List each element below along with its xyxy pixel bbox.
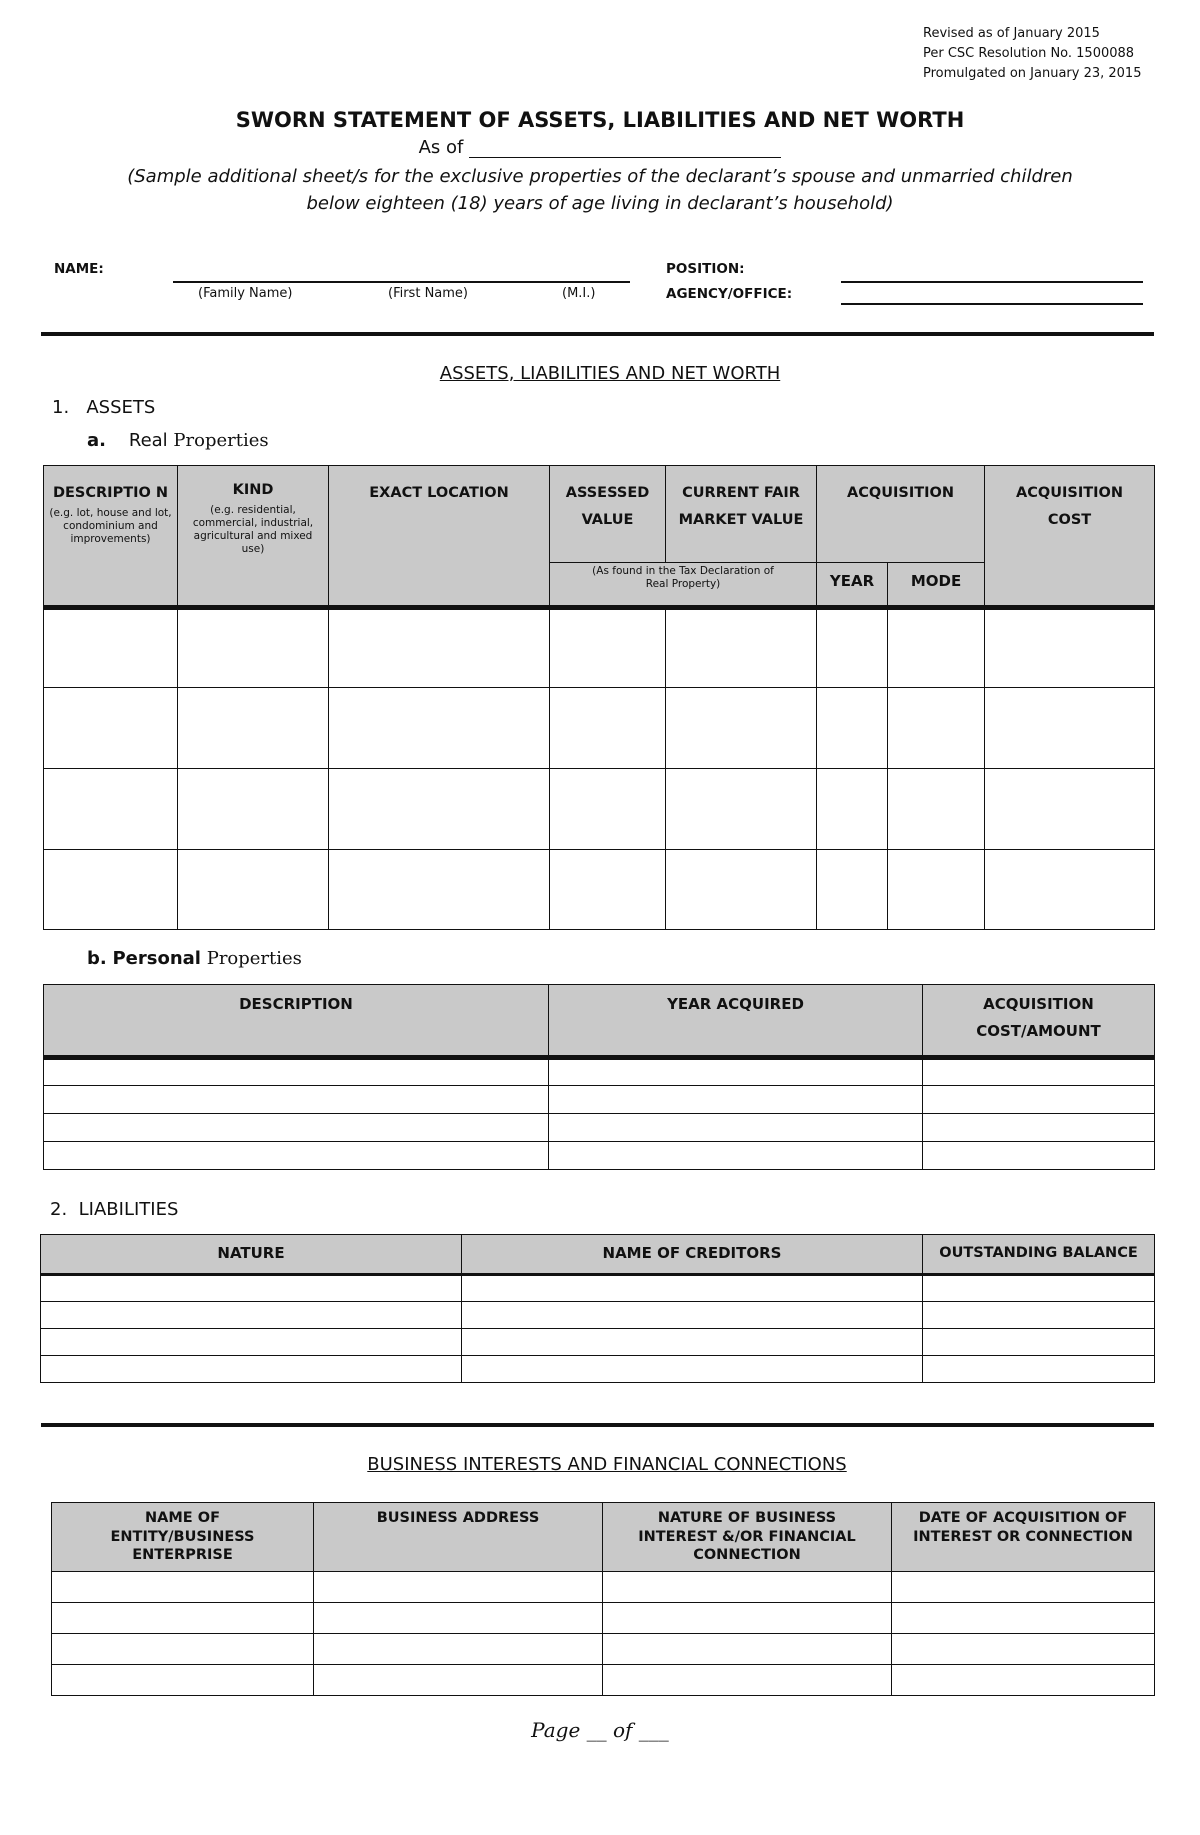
mi-caption: (M.I.) bbox=[562, 286, 596, 301]
name-field[interactable] bbox=[173, 281, 630, 283]
as-of-row bbox=[0, 137, 1200, 158]
cell[interactable] bbox=[44, 850, 178, 930]
family-name-caption: (Family Name) bbox=[198, 286, 293, 301]
cell[interactable] bbox=[52, 1634, 314, 1665]
cell[interactable] bbox=[666, 850, 817, 930]
cell[interactable] bbox=[178, 608, 329, 688]
cell[interactable] bbox=[329, 769, 550, 850]
cell[interactable] bbox=[603, 1572, 892, 1603]
cell[interactable] bbox=[817, 608, 888, 688]
cell[interactable] bbox=[923, 1058, 1155, 1086]
revision-note bbox=[923, 24, 1141, 84]
col-acquisition-cost-amount: ACQUISITION COST/AMOUNT bbox=[923, 985, 1155, 1058]
cell[interactable] bbox=[314, 1603, 603, 1634]
cell[interactable] bbox=[817, 688, 888, 769]
cell[interactable] bbox=[550, 850, 666, 930]
table-row bbox=[41, 1356, 1155, 1383]
col-kind-sub: (e.g. residential, commercial, industrial, agricultural and mixed use) bbox=[192, 504, 314, 555]
cell[interactable] bbox=[923, 1302, 1155, 1329]
cell[interactable] bbox=[603, 1665, 892, 1696]
alnw-heading: ASSETS, LIABILITIES AND NET WORTH bbox=[439, 363, 781, 384]
col-acquisition-cost: ACQUISITION COST bbox=[985, 466, 1155, 608]
cell[interactable] bbox=[549, 1086, 923, 1114]
personal-properties-table bbox=[43, 984, 1155, 1170]
cell[interactable] bbox=[550, 688, 666, 769]
col-nature-of-interest: NATURE OF BUSINESS INTEREST &/OR FINANCIAL CONNECTION bbox=[603, 1503, 892, 1572]
cell[interactable] bbox=[44, 1086, 549, 1114]
col-kind bbox=[178, 466, 329, 608]
assets-label: ASSETS bbox=[86, 397, 156, 418]
cell[interactable] bbox=[329, 688, 550, 769]
col-assessed-value: ASSESSED VALUE bbox=[550, 466, 666, 563]
col-acquisition: ACQUISITION bbox=[817, 466, 985, 563]
cell[interactable] bbox=[888, 850, 985, 930]
col-date-of-acquisition: DATE OF ACQUISITION OF INTEREST OR CONNECTION bbox=[892, 1503, 1155, 1572]
cell[interactable] bbox=[817, 769, 888, 850]
revision-line-2: Per CSC Resolution No. 1500088 bbox=[923, 46, 1135, 61]
cell[interactable] bbox=[462, 1302, 923, 1329]
personal-rest: Properties bbox=[206, 948, 302, 969]
tax-declaration-note bbox=[550, 562, 817, 607]
subtitle-line-1: (Sample additional sheet/s for the exclusive properties of the declarant’s spouse and unmarried children bbox=[127, 166, 1073, 187]
table-row bbox=[44, 1114, 1155, 1142]
cell[interactable] bbox=[923, 1356, 1155, 1383]
cell[interactable] bbox=[462, 1329, 923, 1356]
cell[interactable] bbox=[923, 1329, 1155, 1356]
revision-line-1: Revised as of January 2015 bbox=[923, 26, 1100, 41]
table-row bbox=[44, 1058, 1155, 1086]
as-of-label: As of bbox=[418, 137, 464, 158]
table-row bbox=[44, 688, 1155, 769]
table-row bbox=[44, 1142, 1155, 1170]
real-prefix: a. bbox=[87, 430, 106, 451]
cell[interactable] bbox=[985, 688, 1155, 769]
table-row bbox=[44, 769, 1155, 850]
cell[interactable] bbox=[923, 1275, 1155, 1302]
cell[interactable] bbox=[985, 608, 1155, 688]
cell[interactable] bbox=[923, 1142, 1155, 1170]
col-outstanding-balance: OUTSTANDING BALANCE bbox=[923, 1235, 1155, 1275]
position-label: POSITION: bbox=[666, 261, 745, 277]
cell[interactable] bbox=[52, 1665, 314, 1696]
personal-properties-heading bbox=[87, 948, 302, 969]
cell[interactable] bbox=[44, 1142, 549, 1170]
revision-line-3: Promulgated on January 23, 2015 bbox=[923, 66, 1142, 81]
cell[interactable] bbox=[314, 1665, 603, 1696]
as-of-field[interactable] bbox=[469, 139, 781, 158]
cell[interactable] bbox=[549, 1114, 923, 1142]
name-label: NAME: bbox=[54, 261, 104, 277]
cell[interactable] bbox=[550, 608, 666, 688]
cell[interactable] bbox=[52, 1572, 314, 1603]
assets-heading bbox=[52, 397, 155, 418]
personal-bold: Personal bbox=[112, 948, 201, 969]
tax-note-text: (As found in the Tax Declaration of Real Property) bbox=[592, 564, 774, 590]
table-row bbox=[44, 1086, 1155, 1114]
cell[interactable] bbox=[888, 608, 985, 688]
col-business-address: BUSINESS ADDRESS bbox=[314, 1503, 603, 1572]
cell[interactable] bbox=[817, 850, 888, 930]
col-nature: NATURE bbox=[41, 1235, 462, 1275]
table-row bbox=[44, 850, 1155, 930]
table-row bbox=[41, 1275, 1155, 1302]
table-row bbox=[52, 1572, 1155, 1603]
cell[interactable] bbox=[666, 769, 817, 850]
cell[interactable] bbox=[44, 1114, 549, 1142]
first-name-caption: (First Name) bbox=[388, 286, 468, 301]
liabilities-table bbox=[40, 1234, 1155, 1383]
form-subtitle bbox=[60, 163, 1140, 217]
cell[interactable] bbox=[314, 1634, 603, 1665]
position-field[interactable] bbox=[841, 281, 1143, 283]
cell[interactable] bbox=[603, 1634, 892, 1665]
subtitle-line-2: below eighteen (18) years of age living in declarant’s household) bbox=[306, 193, 894, 214]
table-row bbox=[44, 608, 1155, 688]
business-interests-table bbox=[51, 1502, 1155, 1696]
cell[interactable] bbox=[888, 769, 985, 850]
cell[interactable] bbox=[44, 1058, 549, 1086]
real-properties-heading bbox=[87, 430, 269, 451]
cell[interactable] bbox=[888, 688, 985, 769]
table-row bbox=[52, 1634, 1155, 1665]
cell[interactable] bbox=[178, 850, 329, 930]
cell[interactable] bbox=[329, 608, 550, 688]
cell[interactable] bbox=[550, 769, 666, 850]
liabilities-number: 2. bbox=[50, 1199, 68, 1220]
cell[interactable] bbox=[314, 1572, 603, 1603]
col-current-fair: CURRENT FAIR MARKET VALUE bbox=[666, 466, 817, 563]
col-description bbox=[44, 466, 178, 608]
real-bold: Real bbox=[128, 430, 168, 451]
cell[interactable] bbox=[549, 1142, 923, 1170]
cell[interactable] bbox=[44, 688, 178, 769]
section-divider bbox=[41, 332, 1154, 336]
agency-field[interactable] bbox=[841, 303, 1143, 305]
table-row bbox=[52, 1603, 1155, 1634]
col-mode: MODE bbox=[888, 562, 985, 607]
cell[interactable] bbox=[892, 1665, 1155, 1696]
business-heading: BUSINESS INTERESTS AND FINANCIAL CONNECTIONS bbox=[367, 1454, 847, 1475]
form-title: SWORN STATEMENT OF ASSETS, LIABILITIES AND NET WORTH bbox=[235, 108, 965, 132]
col-description: DESCRIPTION bbox=[44, 985, 549, 1058]
real-properties-table bbox=[43, 465, 1155, 930]
col-exact-location: EXACT LOCATION bbox=[329, 466, 550, 608]
col-year-acquired: YEAR ACQUIRED bbox=[549, 985, 923, 1058]
cell[interactable] bbox=[892, 1634, 1155, 1665]
cell[interactable] bbox=[923, 1086, 1155, 1114]
table-row bbox=[52, 1665, 1155, 1696]
cell[interactable] bbox=[985, 850, 1155, 930]
col-kind-label: KIND bbox=[232, 482, 274, 498]
cell[interactable] bbox=[178, 769, 329, 850]
cell[interactable] bbox=[549, 1058, 923, 1086]
table-row bbox=[41, 1329, 1155, 1356]
personal-prefix: b. bbox=[87, 948, 107, 969]
cell[interactable] bbox=[178, 688, 329, 769]
assets-number: 1. bbox=[52, 397, 70, 418]
cell[interactable] bbox=[41, 1275, 462, 1302]
cell[interactable] bbox=[52, 1603, 314, 1634]
cell[interactable] bbox=[892, 1603, 1155, 1634]
table-row bbox=[41, 1302, 1155, 1329]
real-rest: Properties bbox=[173, 430, 269, 451]
liabilities-label: LIABILITIES bbox=[78, 1199, 179, 1220]
col-description-label: DESCRIPTIO N bbox=[52, 485, 168, 501]
cell[interactable] bbox=[923, 1114, 1155, 1142]
liabilities-heading bbox=[50, 1199, 178, 1220]
cell[interactable] bbox=[41, 1329, 462, 1356]
cell[interactable] bbox=[329, 850, 550, 930]
section-divider-2 bbox=[41, 1423, 1154, 1427]
col-description-sub: (e.g. lot, house and lot, condominium and improvements) bbox=[49, 507, 172, 545]
cell[interactable] bbox=[462, 1275, 923, 1302]
cell[interactable] bbox=[41, 1356, 462, 1383]
col-creditors: NAME OF CREDITORS bbox=[462, 1235, 923, 1275]
agency-label: AGENCY/OFFICE: bbox=[666, 286, 793, 302]
cell[interactable] bbox=[666, 688, 817, 769]
cell[interactable] bbox=[892, 1572, 1155, 1603]
col-year: YEAR bbox=[817, 562, 888, 607]
cell[interactable] bbox=[41, 1302, 462, 1329]
cell[interactable] bbox=[462, 1356, 923, 1383]
col-entity-name: NAME OF ENTITY/BUSINESS ENTERPRISE bbox=[52, 1503, 314, 1572]
cell[interactable] bbox=[985, 769, 1155, 850]
cell[interactable] bbox=[666, 608, 817, 688]
cell[interactable] bbox=[44, 608, 178, 688]
page-number: Page __ of ___ bbox=[531, 1718, 669, 1742]
cell[interactable] bbox=[603, 1603, 892, 1634]
cell[interactable] bbox=[44, 769, 178, 850]
